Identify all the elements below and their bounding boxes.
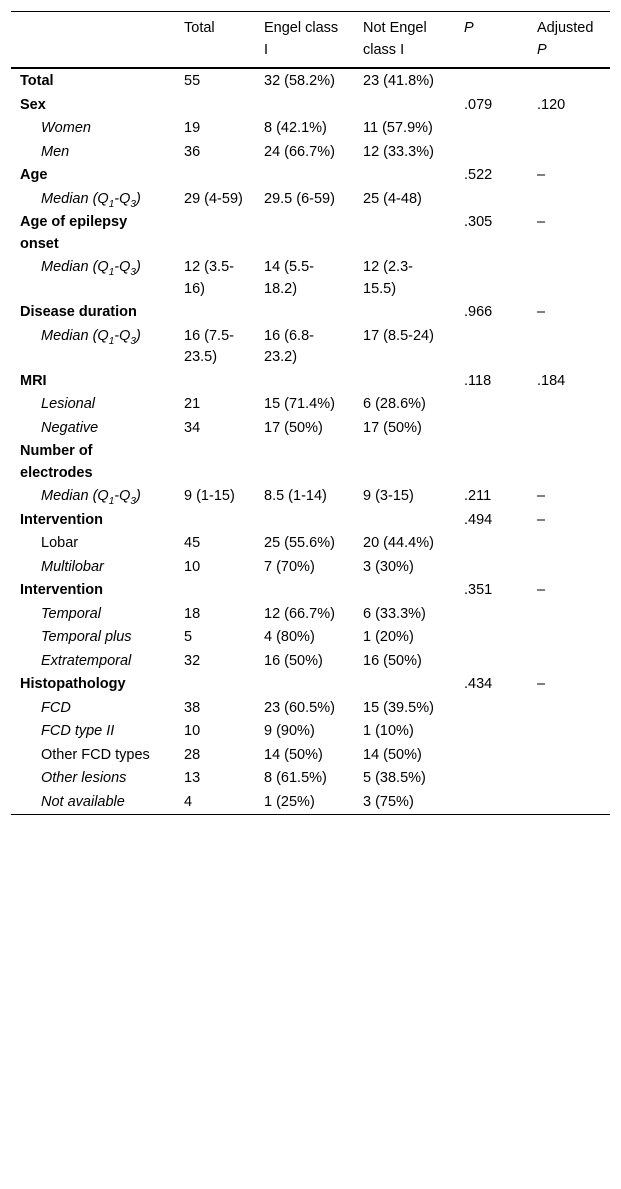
table-row <box>11 417 610 441</box>
row-label: Other FCD types <box>41 746 150 763</box>
row-label: Negative <box>41 419 99 436</box>
cell-engel: 29.5 (6-59) <box>264 190 335 207</box>
table-row <box>11 626 610 650</box>
table-row <box>11 697 610 721</box>
cell-engel: 23 (60.5%) <box>264 699 335 716</box>
header-label <box>11 12 174 69</box>
cell-engel: 25 (55.6%) <box>264 535 335 551</box>
cell-adjusted-p <box>527 393 610 417</box>
row-label: Extratemporal <box>41 652 132 669</box>
table-row <box>11 256 610 301</box>
cell-adjusted-p <box>527 603 610 627</box>
cell-total: 19 <box>184 120 201 136</box>
cell-adjusted-p <box>527 417 610 441</box>
cell-adjusted-p <box>527 626 610 650</box>
cell-not-engel <box>353 673 454 697</box>
header-adjusted-p-text: Adjusted P <box>537 20 594 58</box>
cell-total: 36 <box>184 143 201 160</box>
cell-p: .305 <box>464 214 493 230</box>
table-row <box>11 579 610 603</box>
cell-p <box>454 626 527 650</box>
cell-not-engel <box>353 94 454 118</box>
cell-not-engel: 12 (2.3-15.5) <box>363 259 413 297</box>
row-label: Total <box>20 73 54 89</box>
cell-total: 28 <box>184 746 201 763</box>
cell-p: .351 <box>464 582 493 598</box>
cell-adjusted-p <box>527 767 610 791</box>
cell-p <box>454 744 527 768</box>
cell-adjusted-p <box>527 68 610 94</box>
data-table <box>11 11 610 815</box>
cell-not-engel: 6 (28.6%) <box>363 396 426 412</box>
row-label: Median $(Q_1-Q_3)$ <box>41 190 141 210</box>
cell-total <box>174 673 254 697</box>
row-label: Temporal plus <box>41 629 132 645</box>
row-label: Multilobar <box>41 558 104 575</box>
cell-total: 4 <box>184 793 193 810</box>
cell-engel: 8 (42.1%) <box>264 120 327 136</box>
cell-p <box>454 440 527 485</box>
table-row <box>11 440 610 485</box>
cell-not-engel <box>353 509 454 533</box>
cell-total: 45 <box>184 535 201 551</box>
table-row <box>11 791 610 815</box>
cell-not-engel: 17 (8.5-24) <box>363 327 434 344</box>
cell-not-engel: 17 (50%) <box>363 419 422 436</box>
cell-engel: 9 (90%) <box>264 723 315 739</box>
cell-p <box>454 188 527 212</box>
cell-total <box>174 579 254 603</box>
cell-total <box>174 509 254 533</box>
cell-adjusted-p <box>527 256 610 301</box>
cell-adjusted-p <box>527 791 610 815</box>
table-row <box>11 141 610 165</box>
cell-total <box>174 301 254 325</box>
row-label: Women <box>41 120 91 136</box>
row-label: Histopathology <box>20 676 126 692</box>
cell-engel: 12 (66.7%) <box>264 605 335 622</box>
cell-adjusted-p <box>527 532 610 556</box>
cell-engel: 15 (71.4%) <box>264 396 335 412</box>
header-adjusted-p <box>527 12 610 69</box>
cell-p <box>454 417 527 441</box>
row-label: FCD type II <box>41 723 115 739</box>
row-label: Age of epilepsy onset <box>20 214 128 252</box>
cell-p: .966 <box>464 304 493 320</box>
cell-total: 12 (3.5-16) <box>184 259 234 297</box>
cell-p <box>454 767 527 791</box>
cell-total: 10 <box>184 723 201 739</box>
cell-total: 16 (7.5-23.5) <box>184 327 234 365</box>
cell-engel: 32 (58.2%) <box>264 73 335 89</box>
cell-p <box>454 393 527 417</box>
cell-p: .118 <box>464 372 492 389</box>
cell-total <box>174 440 254 485</box>
table-row <box>11 532 610 556</box>
cell-total: 34 <box>184 419 201 436</box>
table-row <box>11 485 610 509</box>
cell-engel: 4 (80%) <box>264 629 315 645</box>
cell-engel: 8.5 (1-14) <box>264 488 327 504</box>
cell-p <box>454 650 527 674</box>
row-label: Temporal <box>41 605 101 622</box>
cell-not-engel: 14 (50%) <box>363 746 422 763</box>
cell-p <box>454 256 527 301</box>
table-row <box>11 188 610 212</box>
cell-adjusted-p: – <box>537 511 546 528</box>
cell-engel: 14 (50%) <box>264 746 323 763</box>
cell-not-engel <box>353 370 454 394</box>
cell-not-engel: 11 (57.9%) <box>363 120 433 136</box>
table-row <box>11 767 610 791</box>
cell-p <box>454 697 527 721</box>
cell-not-engel <box>353 301 454 325</box>
header-engel: Engel class I <box>264 20 339 58</box>
cell-p: .211 <box>464 488 492 504</box>
cell-engel <box>254 440 353 485</box>
row-label: MRI <box>20 372 47 389</box>
row-label: Other lesions <box>41 770 127 786</box>
cell-not-engel: 3 (30%) <box>363 558 414 575</box>
table-row <box>11 68 610 94</box>
cell-total: 38 <box>184 699 201 716</box>
cell-total: 55 <box>184 73 201 89</box>
cell-engel: 17 (50%) <box>264 419 323 436</box>
cell-total <box>174 211 254 256</box>
header-total: Total <box>184 20 215 36</box>
header-row <box>11 12 610 69</box>
cell-p <box>454 720 527 744</box>
cell-engel <box>254 164 353 188</box>
cell-adjusted-p <box>527 325 610 370</box>
cell-not-engel: 6 (33.3%) <box>363 605 426 622</box>
cell-adjusted-p: – <box>537 582 546 598</box>
row-label: Number of electrodes <box>20 443 93 481</box>
cell-engel <box>254 579 353 603</box>
row-label: Men <box>41 143 70 160</box>
cell-not-engel: 9 (3-15) <box>363 488 414 504</box>
header-adjusted-p-letter: P <box>537 41 547 58</box>
cell-engel <box>254 211 353 256</box>
cell-not-engel: 16 (50%) <box>363 652 422 669</box>
cell-engel <box>254 301 353 325</box>
cell-adjusted-p: – <box>537 676 546 692</box>
cell-adjusted-p: .120 <box>537 96 566 113</box>
row-label: Median $(Q_1-Q_3)$ <box>41 259 141 278</box>
cell-total: 18 <box>184 605 201 622</box>
table-row <box>11 556 610 580</box>
cell-total: 29 (4-59) <box>184 190 243 207</box>
cell-engel: 16 (50%) <box>264 652 323 669</box>
cell-p <box>454 791 527 815</box>
table-row <box>11 603 610 627</box>
cell-p <box>454 603 527 627</box>
table-row <box>11 325 610 370</box>
row-label: Lesional <box>41 396 96 412</box>
cell-engel <box>254 370 353 394</box>
cell-not-engel <box>353 164 454 188</box>
cell-p <box>454 117 527 141</box>
cell-adjusted-p <box>527 188 610 212</box>
cell-adjusted-p: – <box>537 488 546 504</box>
table-row <box>11 370 610 394</box>
cell-total <box>174 164 254 188</box>
cell-p: .494 <box>464 511 493 528</box>
cell-not-engel: 12 (33.3%) <box>363 143 434 160</box>
row-label: FCD <box>41 699 71 716</box>
table-row <box>11 650 610 674</box>
table-row <box>11 393 610 417</box>
row-label: Disease duration <box>20 304 137 320</box>
cell-total: 32 <box>184 652 201 669</box>
row-label: Median $(Q_1-Q_3)$ <box>41 488 141 507</box>
cell-not-engel <box>353 440 454 485</box>
cell-engel: 8 (61.5%) <box>264 770 327 786</box>
cell-engel: 16 (6.8-23.2) <box>264 327 314 365</box>
cell-total <box>174 94 254 118</box>
cell-engel: 7 (70%) <box>264 558 315 575</box>
cell-total: 5 <box>184 629 193 645</box>
row-label: Intervention <box>20 582 103 598</box>
cell-adjusted-p <box>527 744 610 768</box>
table-row <box>11 673 610 697</box>
cell-p <box>454 68 527 94</box>
table-row <box>11 164 610 188</box>
cell-not-engel: 20 (44.4%) <box>363 535 434 551</box>
table-row <box>11 744 610 768</box>
cell-not-engel: 1 (20%) <box>363 629 414 645</box>
cell-adjusted-p <box>527 117 610 141</box>
cell-adjusted-p <box>527 720 610 744</box>
row-label: Median $(Q_1-Q_3)$ <box>41 327 141 347</box>
header-p: P <box>464 20 474 36</box>
row-label: Sex <box>20 96 46 113</box>
table-row <box>11 94 610 118</box>
cell-adjusted-p <box>527 440 610 485</box>
cell-engel: 24 (66.7%) <box>264 143 335 160</box>
cell-p <box>454 532 527 556</box>
cell-not-engel: 3 (75%) <box>363 793 414 810</box>
cell-not-engel: 1 (10%) <box>363 723 414 739</box>
table-row <box>11 509 610 533</box>
cell-adjusted-p: – <box>537 167 546 183</box>
cell-total: 13 <box>184 770 201 786</box>
cell-p <box>454 556 527 580</box>
table-row <box>11 720 610 744</box>
cell-not-engel: 5 (38.5%) <box>363 770 426 786</box>
table-row <box>11 211 610 256</box>
header-not-engel: Not Engel class I <box>363 20 427 58</box>
cell-p: .079 <box>464 96 493 113</box>
cell-adjusted-p: .184 <box>537 372 566 389</box>
row-label: Intervention <box>20 511 103 528</box>
row-label: Not available <box>41 793 125 810</box>
table-header <box>11 12 610 69</box>
table-body <box>11 68 610 815</box>
cell-engel: 1 (25%) <box>264 793 315 810</box>
cell-adjusted-p <box>527 556 610 580</box>
cell-not-engel: 25 (4-48) <box>363 190 422 207</box>
cell-p <box>454 325 527 370</box>
cell-total: 10 <box>184 558 201 575</box>
cell-p: .434 <box>464 676 493 692</box>
cell-engel: 14 (5.5-18.2) <box>264 259 314 297</box>
cell-not-engel: 23 (41.8%) <box>363 73 434 89</box>
cell-engel <box>254 509 353 533</box>
cell-adjusted-p <box>527 697 610 721</box>
cell-total: 9 (1-15) <box>184 488 235 504</box>
cell-adjusted-p: – <box>537 214 546 230</box>
cell-p <box>454 141 527 165</box>
cell-engel <box>254 673 353 697</box>
cell-total <box>174 370 254 394</box>
cell-engel <box>254 94 353 118</box>
cell-not-engel <box>353 211 454 256</box>
cell-adjusted-p: – <box>537 304 546 320</box>
cell-not-engel <box>353 579 454 603</box>
table-row <box>11 117 610 141</box>
cell-total: 21 <box>184 396 201 412</box>
table-row <box>11 301 610 325</box>
cell-adjusted-p <box>527 141 610 165</box>
cell-not-engel: 15 (39.5%) <box>363 699 434 716</box>
cell-p: .522 <box>464 167 493 183</box>
row-label: Lobar <box>41 535 79 551</box>
row-label: Age <box>20 167 48 183</box>
cell-adjusted-p <box>527 650 610 674</box>
